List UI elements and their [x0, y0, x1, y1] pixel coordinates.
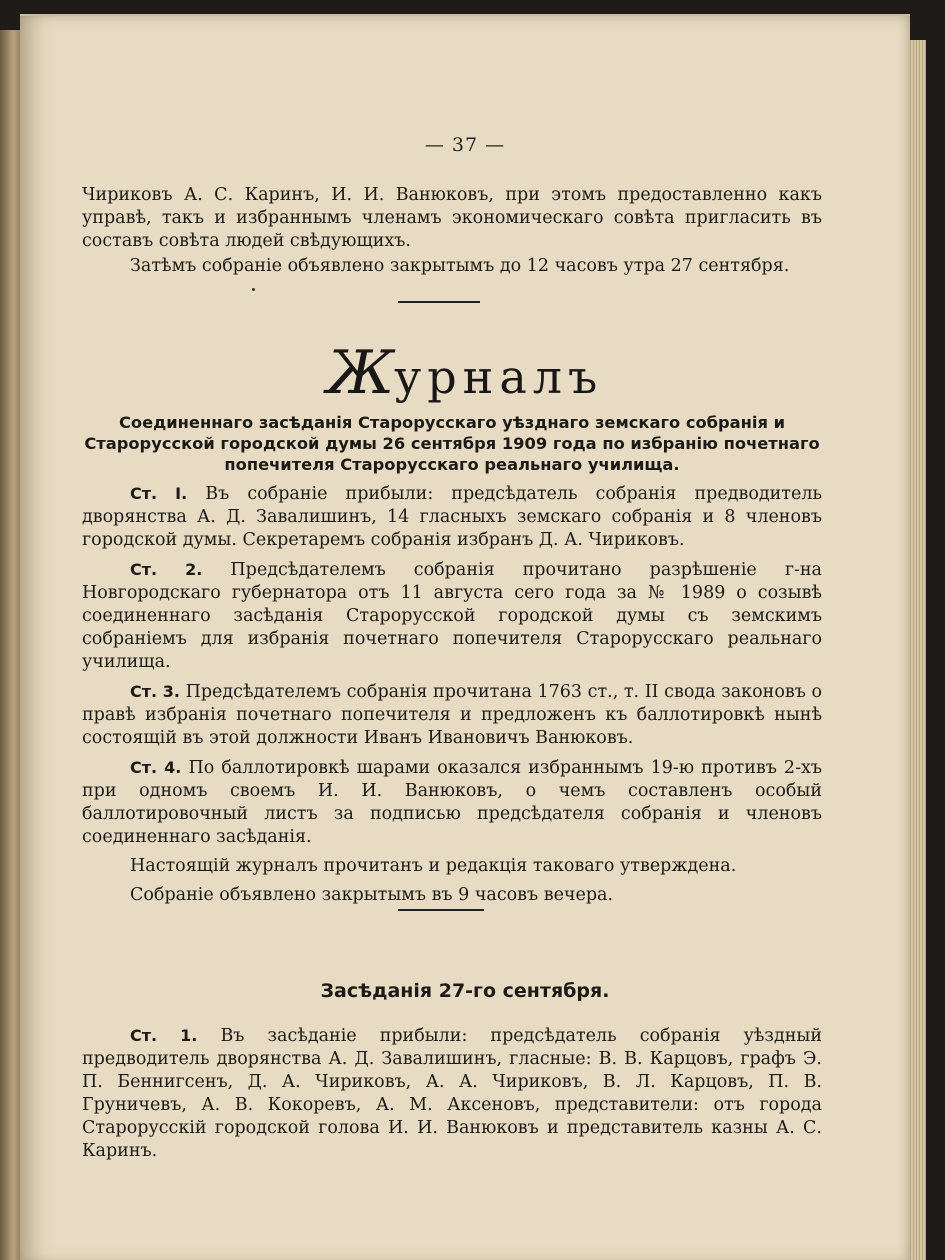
session-article-1-text: Въ засѣданіе прибыли: предсѣдатель собранія уѣздный предводитель дворянства А. Д. Завалишинъ, гласные: В. В. Карцовъ, графъ Э. П. Беннигсенъ, Д. А. Чириковъ, А. А. Чириковъ, В. Л. Карцовъ, П. В. Груничевъ, А. В. Кокоревъ, А. М. Аксеновъ, представители: отъ города Старорусскій городской голова И. И. Ванюковъ и представитель казны А. С. Каринъ.	[82, 1026, 822, 1161]
article-2	[82, 558, 822, 674]
intro-paragraph-1: Чириковъ А. С. Каринъ, И. И. Ванюковъ, при этомъ предоставленно какъ управѣ, такъ и избраннымъ членамъ экономическаго совѣта пригласить въ составъ совѣта людей свѣдующихъ.	[82, 185, 822, 251]
article-1	[82, 482, 822, 552]
journal-title	[20, 338, 910, 408]
article-1-text: Въ собраніе прибыли: предсѣдатель собранія предводитель дворянства А. Д. Завалишинъ, 14 гласныхъ земскаго собранія и 8 членовъ городской думы. Секретаремъ собранія избранъ Д. А. Чириковъ.	[82, 484, 822, 550]
session-article-1-label: Ст. 1.	[130, 1026, 198, 1045]
journal-title-rest: урналъ	[394, 350, 604, 404]
separator-rule-bottom	[398, 909, 484, 911]
session-article-1	[82, 1024, 822, 1163]
article-3-text: Предсѣдателемъ собранія прочитана 1763 ст., т. II свода законовъ о правѣ избранія почетнаго попечителя и предложенъ къ баллотировкѣ нынѣ состоящій въ этой должности Иванъ Ивановичъ Ванюковъ.	[82, 682, 822, 748]
page-number: — 37 —	[424, 134, 506, 156]
article-2-label: Ст. 2.	[130, 560, 203, 579]
journal-body	[82, 482, 822, 907]
journal-title-initial: Ж	[326, 338, 395, 408]
page-block-edges	[908, 40, 926, 1260]
article-1-label: Ст. I.	[130, 484, 188, 503]
session-heading: Засѣданія 27-го сентября.	[320, 980, 610, 1002]
article-2-text: Предсѣдателемъ собранія прочитано разрѣшеніе г-на Новгородскаго губернатора отъ 11 августа сего года за № 1989 о созывѣ соединеннаго засѣданія Старорусской городской думы съ земскимъ собраніемъ для избранія почетнаго попечителя Старорусскаго реальнаго училища.	[82, 560, 822, 672]
article-3-label: Ст. 3.	[130, 682, 180, 701]
article-4-label: Ст. 4.	[130, 758, 182, 777]
ink-speck	[252, 288, 255, 291]
article-4	[82, 756, 822, 849]
article-4-text: По баллотировкѣ шарами оказался избраннымъ 19-ю противъ 2-хъ при одномъ своемъ И. И. Ванюковъ, о чемъ составленъ особый баллотировочный листъ за подписью предсѣдателя собранія и членовъ соединеннаго засѣданія.	[82, 758, 822, 847]
closing-paragraph-2: Собраніе объявлено закрытымъ въ 9 часовъ вечера.	[130, 885, 614, 905]
article-3	[82, 680, 822, 750]
closing-paragraph-1: Настоящій журналъ прочитанъ и редакція таковаго утверждена.	[130, 856, 737, 876]
separator-rule-top	[398, 301, 480, 303]
intro-paragraph-2: Затѣмъ собраніе объявлено закрытымъ до 12 часовъ утра 27 сентября.	[130, 256, 790, 276]
book-page	[20, 14, 910, 1260]
session-body	[82, 1024, 822, 1163]
intro-text	[82, 184, 822, 278]
previous-page-edge	[0, 30, 22, 1260]
journal-subtitle: Соединеннаго засѣданія Старорусскаго уѣзднаго земскаго собранія и Старорусской городской думы 26 сентября 1909 года по избранію почетнаго попечителя Старорусскаго реальнаго училища.	[84, 413, 820, 474]
